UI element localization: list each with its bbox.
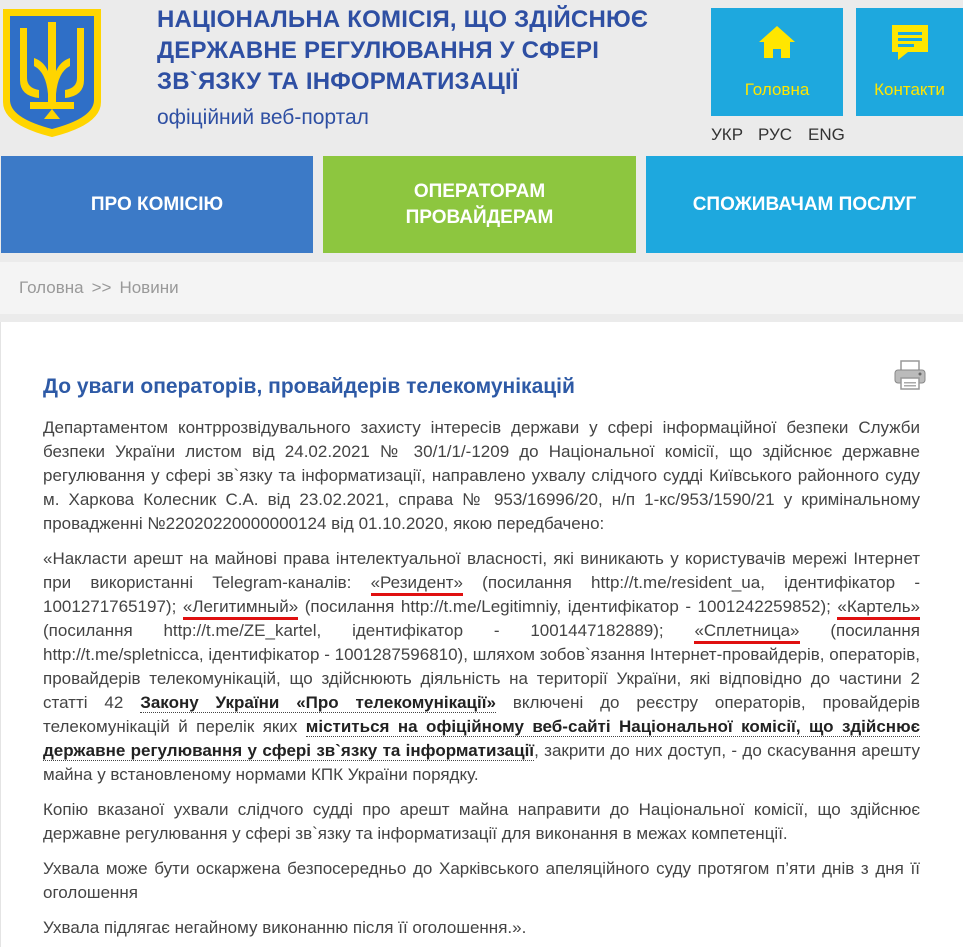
channel-resident: «Резидент»: [371, 573, 463, 596]
text-fragment: включені до реєстру операторів, провайдерів телекомунікацій й перелік яких: [43, 693, 920, 736]
text-fragment: , закрити до них доступ, - до скасування арешту майна у встановленому нормами КПК України порядку.: [43, 741, 920, 784]
contacts-button[interactable]: [856, 8, 963, 116]
nav-providers-line: ПРОВАЙДЕРАМ: [405, 206, 554, 228]
nav-service-consumers[interactable]: СПОЖИВАЧАМ ПОСЛУГ: [646, 156, 963, 253]
breadcrumb-home[interactable]: Головна: [19, 278, 84, 297]
breadcrumb-separator: >>: [91, 278, 112, 297]
article-paragraph: Ухвала підлягає негайному виконанню після її оголошення.».: [43, 918, 527, 937]
title-line: НАЦІОНАЛЬНА КОМІСІЯ, ЩО ЗДІЙСНЮЄ: [157, 6, 649, 33]
article-paragraph: Копію вказаної ухвали слідчого судді про арешт майна направити до Національної комісії, що здійснює державне регулювання у сфері зв`язку та інформатизації для виконання в межах компетенції.: [43, 800, 920, 843]
law-link[interactable]: Закону України «Про телекомунікації»: [140, 693, 496, 712]
home-button[interactable]: [711, 8, 843, 116]
title-line: ЗВ`ЯЗКУ ТА ІНФОРМАТИЗАЦІЇ: [157, 68, 519, 95]
article-paragraph: [43, 547, 920, 787]
channel-kartel: «Картель»: [837, 597, 920, 620]
article-container: [0, 322, 963, 947]
channel-spletnitsa: «Сплетница»: [694, 621, 799, 644]
article-body: [43, 416, 920, 947]
title-line: ДЕРЖАВНЕ РЕГУЛЮВАННЯ У СФЕРІ: [157, 37, 600, 64]
lang-rus[interactable]: РУС: [758, 125, 793, 144]
text-fragment: «Накласти арешт на майнові права інтелектуальної власності, які виникають у користувачів мережі Інтернет при використанні Telegram-каналів:: [43, 549, 920, 592]
portal-subtitle: офіційний веб-портал: [157, 106, 369, 129]
article-paragraph: Ухвала може бути оскаржена безпосередньо до Харківського апеляційного суду протягом п’яти днів з дня її оголошення: [43, 859, 920, 902]
text-fragment: (посилання http://t.me/Legitimniy, ідентифікатор - 1001242259852);: [298, 597, 838, 616]
nav-operators-line: ОПЕРАТОРАМ: [413, 180, 546, 202]
home-icon: [711, 22, 843, 62]
channel-legitimny: «Легитимный»: [183, 597, 298, 620]
print-icon[interactable]: [893, 359, 927, 391]
nav-about-commission[interactable]: ПРО КОМІСІЮ: [1, 156, 313, 253]
contacts-label: Контакти: [874, 80, 945, 99]
breadcrumb-current[interactable]: Новини: [119, 278, 179, 297]
nav-operators-providers[interactable]: [323, 156, 636, 253]
article-title: До уваги операторів, провайдерів телекомунікацій: [43, 375, 575, 398]
lang-ukr[interactable]: УКР: [711, 125, 744, 144]
header: [0, 0, 963, 150]
contacts-icon: [856, 22, 963, 62]
text-fragment: (посилання http://t.me/ZE_kartel, ідентифікатор - 1001447182889);: [43, 621, 695, 640]
organization-title: [157, 4, 697, 97]
breadcrumb: [0, 262, 963, 314]
registry-site-link[interactable]: міститься на офіційному веб-сайті Національної комісії, що здійснює державне регулювання у сфері зв`язку та інформатизації: [43, 717, 920, 760]
lang-eng[interactable]: ENG: [808, 125, 845, 144]
home-label: Головна: [744, 80, 810, 99]
coat-of-arms-icon[interactable]: [0, 6, 104, 138]
text-fragment: (посилання http://t.me/resident_ua, ідентифікатор - 1001271765197);: [43, 573, 920, 616]
text-fragment: (посилання http://t.me/spletnicca, ідентифікатор - 1001287596810), шляхом зобов`язання Інтернет-провайдерів, операторів, провайдерів телекомунікацій, що здійснюють діяльність на території України, які відповідно до частини 2 статті 42: [43, 621, 920, 712]
article-paragraph: Департаментом контррозвідувального захисту інтересів держави у сфері інформаційної безпеки Служби безпеки України листом від 24.02.2021 № 30/1/1/-1209 до Національної комісії, що здійснює державне регулювання у сфері зв`язку та інформатизації, направлено ухвалу слідчого судді Київського районного суду м. Харкова Колесник С.А. від 23.02.2021, справа № 953/16996/20, н/п 1-кс/953/1590/21 у кримінальному провадженні №22020220000000124 від 01.10.2020, якою передбачено:: [43, 418, 920, 533]
